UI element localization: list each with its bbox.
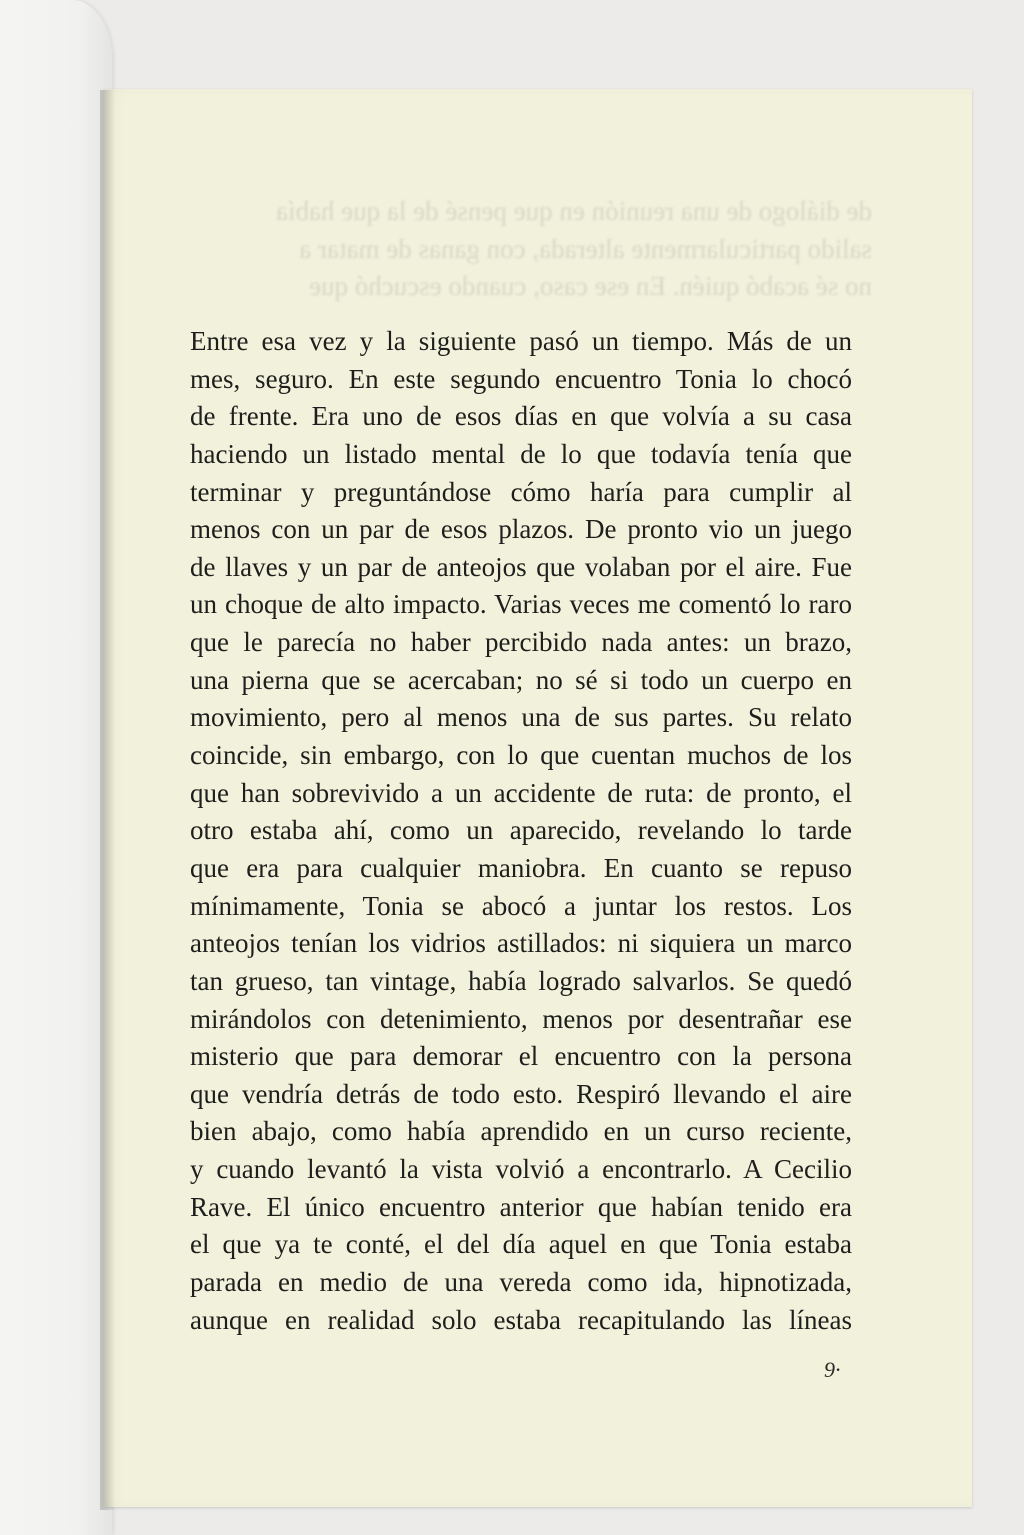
text-line: movimiento, pero al menos una de sus partes. Su relato [190,702,852,733]
text-line: que han sobrevivido a un accidente de ruta: de pronto, el [190,777,852,808]
book-gutter-shadow [100,90,114,1510]
bleed-through-text [192,193,872,306]
text-line: mínimamente, Tonia se abocó a juntar los restos. Los [190,890,852,921]
text-line: Rave. El único encuentro anterior que habían tenido era [190,1191,852,1222]
text-line: aunque en realidad solo estaba recapitulando las líneas [190,1304,852,1335]
text-line: mirándolos con detenimiento, menos por desentrañar ese [190,1003,852,1034]
book-page [104,89,972,1507]
text-line: el que ya te conté, el del día aquel en que Tonia estaba [190,1229,852,1260]
text-line: que era para cualquier maniobra. En cuanto se repuso [190,852,852,883]
text-line: haciendo un listado mental de lo que todavía tenía que [190,438,852,469]
page-number: 9· [824,1357,841,1382]
body-text [190,323,852,1339]
text-line: mes, seguro. En este segundo encuentro Tonia lo chocó [190,363,852,394]
text-line: menos con un par de esos plazos. De pronto vio un juego [190,514,852,545]
text-line: de frente. Era uno de esos días en que volvía a su casa [190,401,852,432]
text-line: y cuando levantó la vista volvió a encontrarlo. A Cecilio [190,1154,852,1185]
text-line: bien abajo, como había aprendido en un curso reciente, [190,1116,852,1147]
bleed-line: salido particularmente alterada, con ganas de matar a [299,233,872,264]
text-line: un choque de alto impacto. Varias veces me comentó lo raro [190,589,852,620]
text-line: Entre esa vez y la siguiente pasó un tiempo. Más de un [190,326,852,356]
bleed-line: de diálogo de una reunión en que pensé de la que había [275,196,872,226]
text-line: misterio que para demorar el encuentro con la persona [190,1041,852,1072]
text-line: tan grueso, tan vintage, había logrado salvarlos. Se quedó [190,965,852,996]
bleed-line: no sé acabó quién. En ese caso, cuando escuchó que [308,271,872,301]
text-line: coincide, sin embargo, con lo que cuentan muchos de los [190,740,852,771]
text-line: terminar y preguntándose cómo haría para cumplir al [190,476,852,507]
text-line: que le parecía no haber percibido nada antes: un brazo, [190,627,852,658]
text-line: de llaves y un par de anteojos que volaban por el aire. Fue [190,551,852,582]
text-line: que vendría detrás de todo esto. Respiró llevando el aire [190,1078,852,1109]
text-line: otro estaba ahí, como un aparecido, revelando lo tarde [190,815,852,846]
text-line: una pierna que se acercaban; no sé si todo un cuerpo en [190,664,852,695]
facing-page-edge [0,0,112,1535]
text-line: anteojos tenían los vidrios astillados: ni siquiera un marco [190,928,852,959]
text-line: parada en medio de una vereda como ida, hipnotizada, [190,1267,852,1298]
